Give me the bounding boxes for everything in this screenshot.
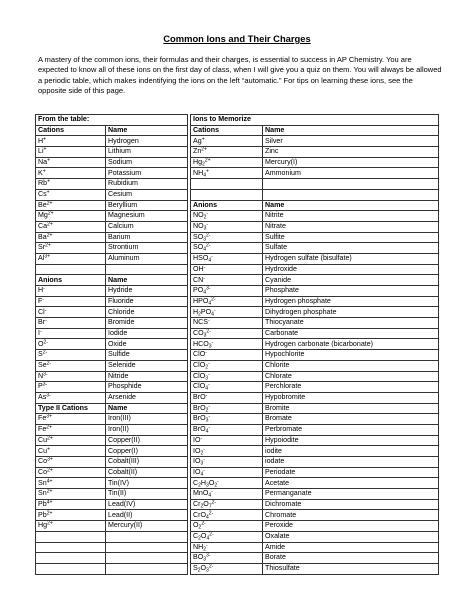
ion-name: Hypobromite xyxy=(263,392,439,403)
ion-formula xyxy=(36,563,106,574)
ion-formula: IO- xyxy=(191,435,263,446)
ion-formula: $Cu^{2+}$ xyxy=(36,435,106,446)
section-label: Anions xyxy=(191,200,263,211)
blank-row xyxy=(36,553,188,564)
ion-name: Tin(II) xyxy=(106,489,188,500)
ion-formula: $Cr_2O_7^{2-}$ xyxy=(191,499,263,510)
ion-name: Dihydrogen phosphate xyxy=(263,307,439,318)
ion-formula: Cl- xyxy=(36,307,106,318)
ion-name: Thiocyanate xyxy=(263,318,439,329)
ion-name: Sulfide xyxy=(106,350,188,361)
ion-name: Nitrite xyxy=(263,211,439,222)
ion-name: Carbonate xyxy=(263,328,439,339)
ion-formula: BrO- xyxy=(191,392,263,403)
table-row xyxy=(36,489,188,500)
ion-formula: $NH_2^-$ xyxy=(191,542,263,553)
ion-name: Bromate xyxy=(263,414,439,425)
table-row xyxy=(191,307,439,318)
table-row xyxy=(191,414,439,425)
ion-formula: $As^{3-}$ xyxy=(36,392,106,403)
table-row xyxy=(36,510,188,521)
ion-name: Hydrogen phosphate xyxy=(263,296,439,307)
ion-formula: NCS- xyxy=(191,318,263,329)
table-row xyxy=(191,467,439,478)
table-row xyxy=(36,179,188,190)
ion-formula: H- xyxy=(36,286,106,297)
table-row xyxy=(36,467,188,478)
ion-formula: $NH_4^+$ xyxy=(191,168,263,179)
table-row xyxy=(191,136,439,147)
ion-formula: $HCO_3^-$ xyxy=(191,339,263,350)
table-row xyxy=(191,435,439,446)
ion-name xyxy=(263,189,439,200)
ion-formula xyxy=(36,553,106,564)
ion-formula: $SO_4^{2-}$ xyxy=(191,243,263,254)
ion-name: Nitrate xyxy=(263,221,439,232)
table-row xyxy=(36,339,188,350)
ion-name: Cobalt(III) xyxy=(106,457,188,468)
ion-formula: $N^{3-}$ xyxy=(36,371,106,382)
ion-formula: $NO_3^-$ xyxy=(191,221,263,232)
intro-paragraph: A mastery of the common ions, their formulas and their charges, is essential to success in AP Chemistry. You are expected to know all of these ions on the first day of class, when I will give you a quiz on them. You will always be allowed a periodic table, which makes indentifying the ions on the left “automatic.” For tips on learning these ions, see the opposite side of this page. xyxy=(38,55,442,95)
ion-name: iodite xyxy=(263,446,439,457)
ion-name: Mercury(II) xyxy=(106,521,188,532)
ion-formula: H+ xyxy=(36,136,106,147)
ion-name: Cyanide xyxy=(263,275,439,286)
ion-name: Chlorate xyxy=(263,371,439,382)
ion-name: Iron(III) xyxy=(106,414,188,425)
table-row xyxy=(191,147,439,158)
ion-formula: ClO$_3$- xyxy=(191,371,263,382)
table-row xyxy=(191,157,439,168)
table-row xyxy=(36,286,188,297)
ion-formula: $Mg^{2+}$ xyxy=(36,211,106,222)
ion-name xyxy=(263,179,439,190)
ion-name: Barium xyxy=(106,232,188,243)
section-label: Anions xyxy=(36,275,106,286)
table-row xyxy=(191,339,439,350)
ion-name: Nitride xyxy=(106,371,188,382)
ion-name: Chlorite xyxy=(263,360,439,371)
table-row xyxy=(36,243,188,254)
table-row xyxy=(191,563,439,574)
ion-formula: $O^{2-}$ xyxy=(36,339,106,350)
ion-formula: $O_2^{2-}$ xyxy=(191,521,263,532)
table-row xyxy=(191,499,439,510)
name-column-header: Name xyxy=(263,125,439,136)
table-row xyxy=(191,446,439,457)
table-row xyxy=(191,211,439,222)
ion-name: Permanganate xyxy=(263,489,439,500)
ion-formula: $Se^{2-}$ xyxy=(36,360,106,371)
ion-name xyxy=(106,563,188,574)
ion-formula: Cu+ xyxy=(36,446,106,457)
table-row xyxy=(36,371,188,382)
ion-formula: $Ca^{2+}$ xyxy=(36,221,106,232)
table-heading: From the table: xyxy=(36,115,188,126)
section-header-row xyxy=(191,125,439,136)
ion-formula: Na+ xyxy=(36,157,106,168)
table-row xyxy=(36,521,188,532)
ion-name: Potassium xyxy=(106,168,188,179)
ion-name: Magnesium xyxy=(106,211,188,222)
ion-formula: $C_2O_4^{2-}$ xyxy=(191,531,263,542)
ion-name: Thiosulfate xyxy=(263,563,439,574)
ion-formula: $S^{2-}$ xyxy=(36,350,106,361)
ion-formula xyxy=(191,179,263,190)
table-row xyxy=(191,253,439,264)
ion-name xyxy=(106,553,188,564)
table-row xyxy=(36,232,188,243)
ion-name: Bromide xyxy=(106,318,188,329)
table-row xyxy=(36,360,188,371)
blank-row xyxy=(36,264,188,275)
table-row xyxy=(36,200,188,211)
blank-row xyxy=(191,189,439,200)
table-row xyxy=(36,328,188,339)
table-row xyxy=(191,392,439,403)
table-row xyxy=(36,211,188,222)
ion-formula: $IO_3^-$ xyxy=(191,457,263,468)
ion-formula: $Co^{2+}$ xyxy=(36,467,106,478)
ion-name xyxy=(106,531,188,542)
ion-formula: $PO_4^{3-}$ xyxy=(191,286,263,297)
table-row xyxy=(191,424,439,435)
table-row xyxy=(191,531,439,542)
ion-formula: $Hg^{2+}$ xyxy=(36,521,106,532)
table-row xyxy=(191,221,439,232)
ion-name xyxy=(106,542,188,553)
ion-formula: $Pb^{4+}$ xyxy=(36,499,106,510)
table-row xyxy=(36,446,188,457)
ion-name: Cesium xyxy=(106,189,188,200)
ion-name xyxy=(106,264,188,275)
ion-formula: $P^{3-}$ xyxy=(36,382,106,393)
section-header-row xyxy=(191,200,439,211)
ion-formula: BrO$_2$- xyxy=(191,403,263,414)
name-column-header: Name xyxy=(106,125,188,136)
blank-row xyxy=(36,531,188,542)
table-row xyxy=(36,168,188,179)
page-title: Common Ions and Their Charges xyxy=(163,33,311,44)
table-row xyxy=(36,435,188,446)
section-header-row xyxy=(36,403,188,414)
table-row xyxy=(191,542,439,553)
ion-name: Hydride xyxy=(106,286,188,297)
table-row xyxy=(36,147,188,158)
name-column-header: Name xyxy=(106,403,188,414)
ion-formula: $HSO_4^-$ xyxy=(191,253,263,264)
ion-formula: $Sn^{2+}$ xyxy=(36,489,106,500)
ion-formula: BrO$_4$- xyxy=(191,424,263,435)
ion-formula: $HPO_4^{2-}$ xyxy=(191,296,263,307)
ion-formula: $Co^{3+}$ xyxy=(36,457,106,468)
ion-formula: $Pb^{2+}$ xyxy=(36,510,106,521)
ion-formula xyxy=(36,531,106,542)
ion-formula: $Be^{2+}$ xyxy=(36,200,106,211)
ion-name: Beryllium xyxy=(106,200,188,211)
table-row xyxy=(36,307,188,318)
table-row xyxy=(191,521,439,532)
ion-formula: $IO_4^-$ xyxy=(191,467,263,478)
ion-name: iodate xyxy=(263,457,439,468)
ion-name: Oxide xyxy=(106,339,188,350)
ion-formula: ClO- xyxy=(191,350,263,361)
table-row xyxy=(36,318,188,329)
table-row xyxy=(191,296,439,307)
ions-to-memorize-table xyxy=(190,114,439,575)
ion-name: Phosphate xyxy=(263,286,439,297)
ion-name: Cobalt(II) xyxy=(106,467,188,478)
ion-formula: $SO_3^{2-}$ xyxy=(191,232,263,243)
blank-row xyxy=(36,542,188,553)
ion-name: Perchlorate xyxy=(263,382,439,393)
table-row xyxy=(191,264,439,275)
ion-name: Hydrogen carbonate (bicarbonate) xyxy=(263,339,439,350)
ion-name: Fluoride xyxy=(106,296,188,307)
table-row xyxy=(191,328,439,339)
table-row xyxy=(191,382,439,393)
ion-formula: $CO_3^{2-}$ xyxy=(191,328,263,339)
ion-formula: F- xyxy=(36,296,106,307)
ion-formula xyxy=(36,542,106,553)
ion-name: Zinc xyxy=(263,147,439,158)
ion-name: Peroxide xyxy=(263,521,439,532)
ion-formula: Ag+ xyxy=(191,136,263,147)
ion-name: Arsenide xyxy=(106,392,188,403)
ion-name: Hydroxide xyxy=(263,264,439,275)
ion-formula: $Hg_2^{2+}$ xyxy=(191,157,263,168)
ion-name: Copper(II) xyxy=(106,435,188,446)
ion-name: Sodium xyxy=(106,157,188,168)
ion-name: Hypochlorite xyxy=(263,350,439,361)
ion-formula: ClO$_2$- xyxy=(191,360,263,371)
ion-name: Sulfite xyxy=(263,232,439,243)
table-row xyxy=(191,168,439,179)
ion-formula: $Al^{3+}$ xyxy=(36,253,106,264)
ion-formula: BrO$_3$- xyxy=(191,414,263,425)
table-row xyxy=(191,403,439,414)
ion-formula: $NO_2^-$ xyxy=(191,211,263,222)
table-row xyxy=(191,510,439,521)
ion-formula: OH- xyxy=(191,264,263,275)
table-row xyxy=(36,189,188,200)
ion-formula xyxy=(36,264,106,275)
section-label: Cations xyxy=(191,125,263,136)
table-row xyxy=(36,296,188,307)
table-row xyxy=(36,414,188,425)
ion-formula: $H_2PO_4^-$ xyxy=(191,307,263,318)
ion-name: Ammonium xyxy=(263,168,439,179)
ion-formula: $Ba^{2+}$ xyxy=(36,232,106,243)
table-row xyxy=(191,232,439,243)
ion-formula: $S_2O_3^{2-}$ xyxy=(191,563,263,574)
name-column-header: Name xyxy=(106,275,188,286)
table-row xyxy=(191,350,439,361)
ion-name: Hydrogen sulfate (bisulfate) xyxy=(263,253,439,264)
table-row xyxy=(36,253,188,264)
ion-formula: $Zn^{2+}$ xyxy=(191,147,263,158)
table-row xyxy=(36,350,188,361)
section-header-row xyxy=(36,275,188,286)
ion-formula: Cs+ xyxy=(36,189,106,200)
ion-formula: Br- xyxy=(36,318,106,329)
ion-name: Iodide xyxy=(106,328,188,339)
ion-name: Borate xyxy=(263,553,439,564)
ion-name: Chromate xyxy=(263,510,439,521)
table-row xyxy=(36,221,188,232)
ion-name: Perbromate xyxy=(263,424,439,435)
ion-formula xyxy=(191,189,263,200)
ion-name: Lithium xyxy=(106,147,188,158)
table-heading: Ions to Memorize xyxy=(191,115,439,126)
ion-name: Mercury(I) xyxy=(263,157,439,168)
blank-row xyxy=(191,179,439,190)
ion-formula: K+ xyxy=(36,168,106,179)
ion-formula: $Sn^{4+}$ xyxy=(36,478,106,489)
ion-name: Dichromate xyxy=(263,499,439,510)
section-label: Cations xyxy=(36,125,106,136)
table-row xyxy=(191,553,439,564)
ion-formula: Li+ xyxy=(36,147,106,158)
table-row xyxy=(36,457,188,468)
ion-name: Hypoiodite xyxy=(263,435,439,446)
ion-formula: ClO$_4$- xyxy=(191,382,263,393)
table-row xyxy=(191,360,439,371)
ion-name: Lead(IV) xyxy=(106,499,188,510)
table-row xyxy=(191,489,439,500)
ion-name: Strontium xyxy=(106,243,188,254)
ion-formula: $IO_2^-$ xyxy=(191,446,263,457)
ion-name: Tin(IV) xyxy=(106,478,188,489)
ion-name: Silver xyxy=(263,136,439,147)
blank-row xyxy=(36,563,188,574)
from-table-ions-table xyxy=(35,114,188,575)
ion-formula: $C_2H_3O_2^-$ xyxy=(191,478,263,489)
table-row xyxy=(36,478,188,489)
table-row xyxy=(36,499,188,510)
ion-name: Chloride xyxy=(106,307,188,318)
section-header-row xyxy=(36,125,188,136)
ion-formula: $Sr^{2+}$ xyxy=(36,243,106,254)
ion-name: Acetate xyxy=(263,478,439,489)
table-row xyxy=(191,457,439,468)
table-row xyxy=(36,392,188,403)
table-row xyxy=(191,243,439,254)
ion-name: Amide xyxy=(263,542,439,553)
ion-name: Periodate xyxy=(263,467,439,478)
ion-formula: MnO$_4$- xyxy=(191,489,263,500)
ion-name: Sulfate xyxy=(263,243,439,254)
ion-name: Lead(II) xyxy=(106,510,188,521)
ion-name: Calcium xyxy=(106,221,188,232)
ion-name: Hydrogen xyxy=(106,136,188,147)
table-row xyxy=(191,286,439,297)
ion-name: Selenide xyxy=(106,360,188,371)
ion-formula: CrO$_4^{2-}$ xyxy=(191,510,263,521)
ion-formula: $Fe^{2+}$ xyxy=(36,424,106,435)
ion-formula: I- xyxy=(36,328,106,339)
table-row xyxy=(191,371,439,382)
ion-name: Rubidium xyxy=(106,179,188,190)
ion-name: Aluminum xyxy=(106,253,188,264)
ion-formula: $BO_3^{3-}$ xyxy=(191,553,263,564)
table-row xyxy=(36,382,188,393)
ion-name: Copper(I) xyxy=(106,446,188,457)
table-row xyxy=(36,424,188,435)
ion-formula: Rb+ xyxy=(36,179,106,190)
ion-formula: $Fe^{3+}$ xyxy=(36,414,106,425)
ion-name: Iron(II) xyxy=(106,424,188,435)
table-row xyxy=(36,136,188,147)
table-row xyxy=(191,478,439,489)
table-row xyxy=(191,275,439,286)
ion-formula: CN- xyxy=(191,275,263,286)
section-label: Type II Cations xyxy=(36,403,106,414)
table-row xyxy=(36,157,188,168)
ion-name: Bromite xyxy=(263,403,439,414)
ion-name: Phosphide xyxy=(106,382,188,393)
table-row xyxy=(191,318,439,329)
ion-name: Oxalate xyxy=(263,531,439,542)
name-column-header: Name xyxy=(263,200,439,211)
